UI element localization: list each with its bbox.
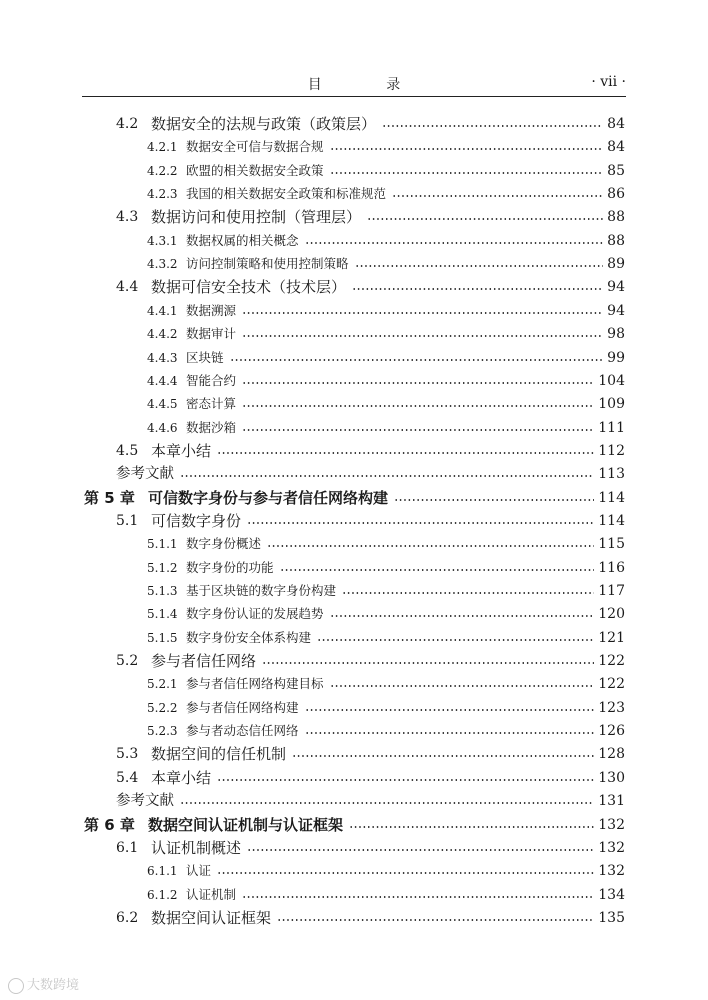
toc-entry-page-number: 113 bbox=[598, 466, 625, 483]
toc-entry-title: 数据访问和使用控制（管理层） bbox=[151, 208, 362, 227]
toc-entry-page-number: 104 bbox=[598, 372, 625, 389]
toc-entry-number: 5.1 bbox=[116, 512, 139, 529]
toc-entry-number: 4.4.3 bbox=[147, 350, 178, 365]
dot-leader bbox=[305, 732, 595, 734]
toc-entry-number: 5.4 bbox=[116, 769, 139, 786]
toc-chapter-entry[interactable] bbox=[0, 812, 708, 834]
toc-entry-number: 4.4.1 bbox=[147, 303, 178, 318]
toc-entry-title: 数据审计 bbox=[186, 326, 237, 342]
toc-entry-page-number: 114 bbox=[598, 512, 625, 529]
dot-leader bbox=[394, 499, 594, 501]
toc-entry[interactable] bbox=[0, 111, 708, 133]
toc-entry[interactable] bbox=[0, 391, 708, 413]
toc-entry-number: 4.4.5 bbox=[147, 397, 178, 412]
toc-entry-page-number: 109 bbox=[598, 396, 625, 413]
dot-leader bbox=[305, 242, 604, 244]
toc-entry-page-number: 117 bbox=[598, 583, 625, 599]
dot-leader bbox=[352, 288, 603, 290]
toc-entry[interactable] bbox=[0, 345, 708, 367]
toc-entry-number: 5.1.4 bbox=[147, 607, 178, 622]
toc-entry-title: 认证 bbox=[186, 863, 212, 879]
dot-leader bbox=[349, 826, 594, 828]
toc-entry-page-number: 94 bbox=[607, 302, 625, 319]
toc-entry-title: 数据安全可信与数据合规 bbox=[186, 139, 324, 155]
toc-entry-page-number: 120 bbox=[598, 606, 625, 623]
toc-entry-number: 4.4.4 bbox=[147, 373, 178, 388]
dot-leader bbox=[330, 172, 604, 174]
toc-entry-title: 密态计算 bbox=[186, 396, 237, 412]
toc-entry-page-number: 99 bbox=[607, 349, 625, 366]
toc-entry-page-number: 112 bbox=[598, 442, 625, 459]
toc-entry-page-number: 89 bbox=[607, 256, 625, 273]
toc-chapter-entry[interactable] bbox=[0, 485, 708, 507]
toc-entry-number: 5.2 bbox=[116, 653, 139, 670]
toc-entry-number: 4.2.3 bbox=[147, 187, 178, 202]
toc-entry-page-number: 122 bbox=[598, 676, 625, 693]
toc-entry[interactable] bbox=[0, 368, 708, 390]
dot-leader bbox=[180, 802, 594, 804]
toc-entry-title: 数字身份概述 bbox=[186, 536, 262, 552]
toc-entry-number: 5.3 bbox=[116, 746, 139, 763]
dot-leader bbox=[242, 896, 594, 898]
dot-leader bbox=[242, 312, 603, 314]
toc-entry-title: 区块链 bbox=[186, 349, 224, 365]
dot-leader bbox=[292, 755, 594, 757]
toc-entry-number: 第 5 章 bbox=[84, 488, 135, 507]
toc-entry-page-number: 88 bbox=[607, 232, 625, 249]
toc-entry-page-number: 132 bbox=[598, 839, 625, 856]
toc-entry-title: 数字身份安全体系构建 bbox=[186, 629, 312, 645]
toc-entry-number: 5.1.2 bbox=[147, 560, 178, 575]
toc-entry-title: 数据空间认证框架 bbox=[151, 908, 272, 927]
toc-entry-page-number: 88 bbox=[607, 209, 625, 226]
toc-entry-page-number: 114 bbox=[598, 489, 625, 506]
toc-entry[interactable] bbox=[0, 858, 708, 880]
watermark-logo-icon bbox=[8, 978, 24, 994]
toc-entry-number: 5.1.5 bbox=[147, 630, 178, 645]
toc-entry-number: 5.1.3 bbox=[147, 584, 178, 598]
toc-entry-title: 基于区块链的数字身份构建 bbox=[186, 583, 337, 598]
toc-entry[interactable] bbox=[0, 835, 708, 857]
toc-entry[interactable] bbox=[0, 531, 708, 553]
dot-leader bbox=[277, 919, 594, 921]
toc-entry[interactable] bbox=[0, 601, 708, 623]
toc-entry-title: 认证机制 bbox=[186, 886, 237, 902]
dot-leader bbox=[330, 615, 595, 617]
toc-entry-number: 4.3.1 bbox=[147, 233, 178, 248]
dot-leader bbox=[280, 569, 595, 571]
toc-entry[interactable] bbox=[0, 882, 708, 904]
toc-entry-page-number: 134 bbox=[598, 886, 625, 903]
toc-entry-page-number: 128 bbox=[598, 746, 625, 763]
toc-entry-page-number: 116 bbox=[598, 559, 625, 576]
toc-entry[interactable] bbox=[0, 788, 708, 810]
page-header bbox=[82, 74, 626, 97]
toc-entry-page-number: 131 bbox=[598, 793, 625, 810]
toc-entry-page-number: 122 bbox=[598, 653, 625, 670]
toc-entry-page-number: 84 bbox=[607, 116, 625, 132]
toc-entry-page-number: 85 bbox=[607, 162, 625, 179]
toc-entry[interactable] bbox=[0, 671, 708, 693]
toc-entry-title: 参与者信任网络构建目标 bbox=[186, 676, 324, 692]
watermark-text: 大数跨境 bbox=[27, 978, 80, 993]
header-page-number: · vii · bbox=[591, 74, 626, 90]
toc-entry[interactable] bbox=[0, 555, 708, 577]
toc-entry[interactable] bbox=[0, 648, 708, 670]
toc-entry-number: 第 6 章 bbox=[84, 815, 135, 834]
toc-entry[interactable] bbox=[0, 695, 708, 717]
toc-entry-title: 本章小结 bbox=[151, 441, 212, 460]
toc-entry[interactable] bbox=[0, 905, 708, 927]
dot-leader bbox=[355, 265, 604, 267]
toc-entry[interactable] bbox=[0, 158, 708, 180]
toc-entry-number: 4.5 bbox=[116, 442, 139, 459]
toc-entry-title: 可信数字身份与参与者信任网络构建 bbox=[148, 488, 389, 507]
toc-entry-number: 5.2.1 bbox=[147, 677, 178, 692]
dot-leader bbox=[242, 429, 594, 431]
toc-entry-page-number: 94 bbox=[607, 279, 625, 296]
toc-entry-title: 数据权属的相关概念 bbox=[186, 232, 299, 248]
toc-entry[interactable] bbox=[0, 765, 708, 787]
toc-entry-number: 5.1.1 bbox=[147, 537, 178, 552]
toc-entry[interactable] bbox=[0, 274, 708, 296]
toc-entry-number: 6.2 bbox=[116, 909, 139, 926]
toc-entry-title: 数字身份认证的发展趋势 bbox=[186, 606, 324, 622]
toc-entry-page-number: 84 bbox=[607, 139, 625, 156]
toc-entry-number: 4.4.2 bbox=[147, 327, 178, 342]
toc-entry-number: 4.4 bbox=[116, 279, 139, 296]
toc-entry-page-number: 115 bbox=[598, 536, 625, 553]
toc-entry[interactable] bbox=[0, 415, 708, 437]
dot-leader bbox=[242, 382, 594, 384]
dot-leader bbox=[247, 849, 594, 851]
toc-entry[interactable] bbox=[0, 578, 708, 600]
toc-entry-page-number: 86 bbox=[607, 186, 625, 203]
toc-entry[interactable] bbox=[0, 228, 708, 250]
toc-entry[interactable] bbox=[0, 251, 708, 273]
toc-entry-page-number: 121 bbox=[598, 629, 625, 646]
toc-entry-title: 欧盟的相关数据安全政策 bbox=[186, 162, 324, 178]
toc-entry-title: 数据沙箱 bbox=[186, 419, 237, 435]
toc-entry-number: 4.3.2 bbox=[147, 257, 178, 272]
toc-entry-title: 智能合约 bbox=[186, 372, 237, 388]
header-title: 目 录 bbox=[307, 77, 431, 93]
toc-entry[interactable] bbox=[0, 204, 708, 226]
dot-leader bbox=[217, 452, 594, 454]
dot-leader bbox=[247, 522, 594, 524]
toc-entry[interactable] bbox=[0, 134, 708, 156]
toc-entry-title: 参与者动态信任网络 bbox=[186, 723, 299, 739]
dot-leader bbox=[267, 545, 594, 547]
toc-entry-page-number: 98 bbox=[607, 326, 625, 343]
toc-entry-title: 我国的相关数据安全政策和标准规范 bbox=[186, 186, 387, 202]
toc-entry-title: 数据空间认证机制与认证框架 bbox=[148, 815, 344, 834]
dot-leader bbox=[242, 405, 594, 407]
toc-entry[interactable] bbox=[0, 718, 708, 740]
toc-entry-page-number: 111 bbox=[598, 419, 625, 436]
dot-leader bbox=[382, 125, 603, 127]
dot-leader bbox=[392, 195, 603, 197]
toc-entry[interactable] bbox=[0, 181, 708, 203]
dot-leader bbox=[242, 335, 603, 337]
toc-entry-number: 4.3 bbox=[116, 209, 139, 226]
dot-leader bbox=[305, 709, 595, 711]
dot-leader bbox=[342, 592, 594, 594]
toc-entry-title: 数据空间的信任机制 bbox=[151, 745, 287, 764]
toc-entry-page-number: 123 bbox=[598, 699, 625, 716]
toc-entry-page-number: 135 bbox=[598, 909, 625, 926]
toc-entry[interactable] bbox=[0, 625, 708, 647]
toc-entry-title: 参考文献 bbox=[116, 466, 174, 483]
toc-entry-page-number: 132 bbox=[598, 863, 625, 880]
toc-entry-title: 数据可信安全技术（技术层） bbox=[151, 278, 347, 297]
toc-entry-number: 4.2.2 bbox=[147, 163, 178, 178]
dot-leader bbox=[180, 475, 594, 477]
toc-entry-number: 4.2.1 bbox=[147, 140, 178, 155]
toc-entry-number: 4.4.6 bbox=[147, 420, 178, 435]
toc-entry[interactable] bbox=[0, 438, 708, 460]
toc-entry-title: 数据安全的法规与政策（政策层） bbox=[151, 115, 377, 133]
toc-entry-title: 数字身份的功能 bbox=[186, 559, 274, 575]
toc-entry[interactable] bbox=[0, 508, 708, 530]
toc-entry[interactable] bbox=[0, 461, 708, 483]
toc-entry-title: 可信数字身份 bbox=[151, 511, 242, 530]
dot-leader bbox=[217, 779, 594, 781]
dot-leader bbox=[262, 662, 594, 664]
watermark bbox=[8, 974, 79, 994]
toc-entry-title: 本章小结 bbox=[151, 768, 212, 787]
toc-entry-title: 参与者信任网络构建 bbox=[186, 699, 299, 715]
toc-entry-title: 认证机制概述 bbox=[151, 838, 242, 857]
dot-leader bbox=[330, 685, 595, 687]
toc-entry-title: 数据溯源 bbox=[186, 302, 237, 318]
toc-entry-title: 参与者信任网络 bbox=[151, 652, 257, 671]
toc-entry-title: 参考文献 bbox=[116, 793, 174, 810]
toc-entry-number: 6.1.2 bbox=[147, 887, 178, 902]
toc-entry-number: 4.2 bbox=[116, 116, 139, 132]
dot-leader bbox=[367, 218, 603, 220]
toc-entry-number: 6.1 bbox=[116, 839, 139, 856]
toc-entry-page-number: 132 bbox=[598, 816, 625, 833]
dot-leader bbox=[217, 872, 594, 874]
toc-entry-number: 6.1.1 bbox=[147, 864, 178, 879]
toc-entry-page-number: 130 bbox=[598, 769, 625, 786]
dot-leader bbox=[330, 148, 604, 150]
toc-entry-title: 访问控制策略和使用控制策略 bbox=[186, 256, 349, 272]
dot-leader bbox=[230, 359, 604, 361]
toc-entry-page-number: 126 bbox=[598, 723, 625, 740]
toc-entry[interactable] bbox=[0, 298, 708, 320]
toc-entry[interactable] bbox=[0, 741, 708, 763]
toc-entry[interactable] bbox=[0, 321, 708, 343]
toc-entry-number: 5.2.2 bbox=[147, 700, 178, 715]
toc-entry-number: 5.2.3 bbox=[147, 724, 178, 739]
dot-leader bbox=[317, 639, 594, 641]
